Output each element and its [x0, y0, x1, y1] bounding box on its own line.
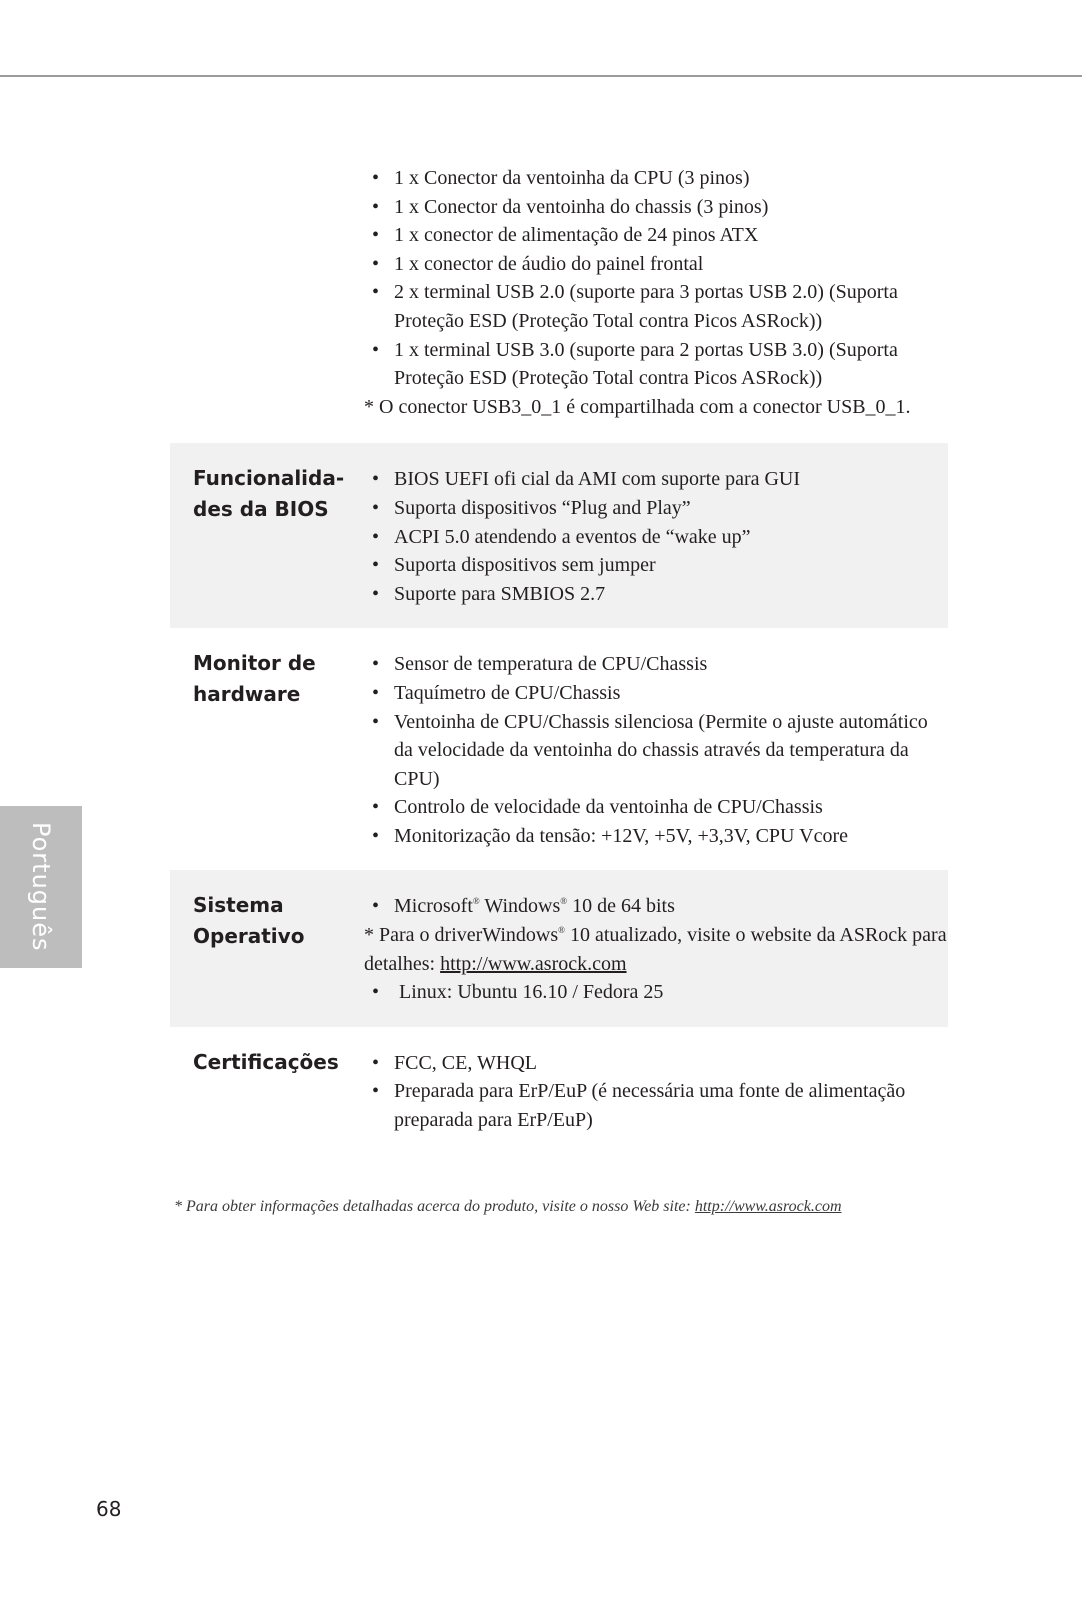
list-item: • Suporte para SMBIOS 2.7 [364, 580, 948, 609]
list-item: • ACPI 5.0 atendendo a eventos de “wake up” [364, 523, 948, 552]
driver-note-text: 10 atualizado, visite o website da ASRock para detalhes: [364, 924, 947, 975]
registered-mark: ® [558, 925, 565, 936]
list-item: • Sensor de temperatura de CPU/Chassis [364, 650, 948, 679]
certifications-list [364, 1049, 948, 1135]
list-item: • Monitorização da tensão: +12V, +5V, +3,3V, CPU Vcore [364, 822, 948, 851]
windows-text: Windows [479, 895, 561, 918]
list-item: • Preparada para ErP/EuP (é necessária uma fonte de alimentação preparada para ErP/EuP) [364, 1077, 948, 1134]
windows-text: Microsoft [394, 895, 473, 918]
list-item: • 1 x terminal USB 3.0 (suporte para 2 portas USB 3.0) (Suporta Proteção ESD (Proteção Total contra Picos ASRock)) [364, 336, 948, 393]
connectors-row [170, 160, 948, 443]
list-item: • 1 x conector de áudio do painel frontal [364, 250, 948, 279]
list-item: • Taquímetro de CPU/Chassis [364, 679, 948, 708]
bios-content [364, 465, 948, 608]
windows-item [364, 892, 948, 921]
connectors-list [364, 164, 948, 393]
list-item: • BIOS UEFI ofi cial da AMI com suporte para GUI [364, 465, 948, 494]
list-item: • Suporta dispositivos “Plug and Play” [364, 494, 948, 523]
language-tab-label: Português [27, 822, 55, 952]
os-content [364, 892, 948, 1006]
os-label-line1: Sistema [193, 893, 284, 918]
driver-note [364, 921, 948, 978]
bios-label-line1: Funcionalida- [193, 466, 345, 491]
hardware-monitor-label [193, 648, 353, 710]
footnote-text: * Para obter informações detalhadas acerca do produto, visite o nosso Web site: [174, 1198, 695, 1215]
list-item: • Controlo de velocidade da ventoinha de CPU/Chassis [364, 793, 948, 822]
connectors-content [364, 164, 948, 421]
spec-table [170, 160, 948, 1155]
footnote [174, 1198, 842, 1216]
os-list-linux [364, 978, 948, 1007]
hardware-monitor-label-line2: hardware [193, 682, 301, 707]
hardware-monitor-row [170, 628, 948, 870]
registered-mark: ® [472, 896, 480, 907]
driver-note-text: * Para o driverWindows [364, 924, 559, 947]
language-tab [0, 806, 82, 968]
header-rule [0, 75, 1082, 77]
list-item: • 1 x conector de alimentação de 24 pinos ATX [364, 221, 948, 250]
bios-label [193, 463, 353, 525]
page-number: 68 [96, 1497, 122, 1521]
list-item: • Ventoinha de CPU/Chassis silenciosa (Permite o ajuste automático da velocidade da ventoinha do chassis através da temperatura da CPU) [364, 708, 948, 794]
list-item: • FCC, CE, WHQL [364, 1049, 948, 1078]
bios-list [364, 465, 948, 608]
list-item: • Suporta dispositivos sem jumper [364, 551, 948, 580]
bios-label-line2: des da BIOS [193, 497, 329, 522]
hardware-monitor-label-line1: Monitor de [193, 651, 316, 676]
hardware-monitor-content [364, 650, 948, 850]
os-list [364, 892, 948, 921]
bios-row [170, 443, 948, 628]
os-label [193, 890, 353, 952]
usb-note: * O conector USB3_0_1 é compartilhada com a conector USB_0_1. [364, 395, 911, 418]
registered-mark: ® [560, 896, 568, 907]
certifications-content [364, 1049, 948, 1135]
certifications-row [170, 1027, 948, 1155]
list-item: • 1 x Conector da ventoinha da CPU (3 pinos) [364, 164, 948, 193]
os-row [170, 870, 948, 1026]
hardware-monitor-list [364, 650, 948, 850]
list-item: • 2 x terminal USB 2.0 (suporte para 3 portas USB 2.0) (Suporta Proteção ESD (Proteção Total contra Picos ASRock)) [364, 278, 948, 335]
asrock-link[interactable]: http://www.asrock.com [440, 952, 627, 975]
windows-text: 10 de 64 bits [567, 895, 675, 918]
linux-item: • Linux: Ubuntu 16.10 / Fedora 25 [364, 978, 948, 1007]
footnote-link[interactable]: http://www.asrock.com [694, 1198, 842, 1215]
os-label-line2: Operativo [193, 924, 305, 949]
certifications-label: Certificações [193, 1049, 339, 1074]
list-item: • 1 x Conector da ventoinha do chassis (3 pinos) [364, 193, 948, 222]
